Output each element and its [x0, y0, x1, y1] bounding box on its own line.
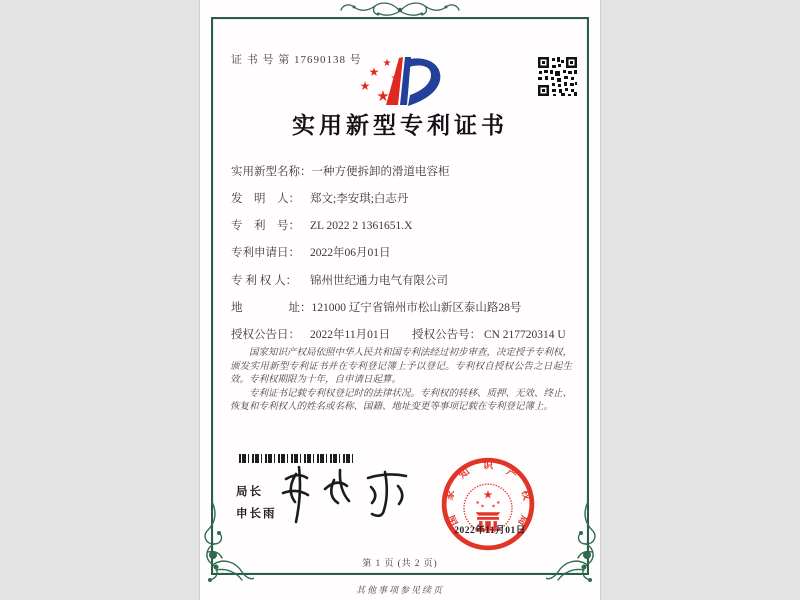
director-signature [272, 462, 422, 528]
cnipa-logo-icon [358, 54, 450, 108]
svg-text:知: 知 [457, 466, 472, 482]
svg-text:★: ★ [496, 501, 501, 506]
certificate-number: 证 书 号 第 17690138 号 [231, 54, 362, 66]
field-label: 地 址： [231, 302, 312, 314]
svg-text:★: ★ [480, 504, 485, 510]
corner-flourish-icon [202, 500, 254, 588]
svg-text:★: ★ [368, 65, 380, 79]
field-value: ZL 2022 2 1361651.X [310, 220, 413, 232]
field-label: 发 明 人： [231, 193, 300, 205]
svg-text:★: ★ [382, 58, 392, 69]
field-filing-date [231, 244, 571, 260]
continuation-note: 其他事项参见续页 [355, 585, 444, 595]
field-label: 授权公告号： [412, 329, 482, 341]
field-value: CN 217720314 U [483, 329, 566, 341]
corner-flourish-icon [546, 500, 598, 588]
grant-date-stamp: 2022年11月01日 [454, 526, 526, 536]
svg-text:产: 产 [504, 466, 519, 482]
field-utility-model-name [231, 163, 571, 179]
svg-text:局: 局 [515, 513, 530, 528]
field-value: 2022年11月01日 [310, 329, 391, 341]
top-ornament-icon [335, 0, 465, 21]
field-label: 专 利 权 人： [231, 275, 298, 287]
legal-text [230, 347, 572, 415]
field-value: 2022年06月01日 [310, 247, 391, 259]
field-value: 锦州世纪通力电气有限公司 [310, 275, 448, 287]
field-value: 121000 辽宁省锦州市松山新区泰山路28号 [311, 302, 522, 314]
field-value: 郑文;李安琪;白志丹 [310, 193, 409, 205]
field-label: 实用新型名称： [231, 166, 312, 178]
svg-text:★: ★ [491, 504, 496, 510]
svg-text:识: 识 [482, 460, 494, 472]
svg-text:★: ★ [376, 87, 390, 105]
certificate-page [200, 0, 600, 600]
page-number: 第 1 页 (共 2 页) [362, 558, 438, 568]
field-label: 专利申请日： [231, 247, 300, 259]
field-value: 一种方便拆卸的滑道电容柜 [311, 166, 450, 178]
svg-text:★: ★ [359, 79, 371, 93]
agency-seal-icon [440, 455, 536, 553]
field-patent-number [231, 217, 571, 233]
field-inventors [231, 190, 571, 206]
svg-text:★: ★ [390, 73, 400, 84]
legal-paragraph: 国家知识产权局依照中华人民共和国专利法经过初步审查，决定授予专利权，颁发实用新型专利证书并在专利登记簿上予以登记。专利权自授权公告之日起生效。专利权期限为十年，自申请日起算。 [230, 348, 573, 386]
qr-code-icon [537, 56, 578, 97]
field-patentee [231, 272, 571, 288]
certificate-title: 实用新型专利证书 [292, 113, 508, 138]
svg-text:★: ★ [482, 487, 494, 502]
svg-text:国: 国 [446, 513, 461, 528]
signatory-title: 局长 [236, 486, 263, 498]
field-address [231, 299, 571, 315]
field-grant-announcement [231, 326, 571, 342]
field-label: 专 利 号： [231, 220, 300, 232]
legal-paragraph: 专利证书记载专利权登记时的法律状况。专利权的转移、质押、无效、终止、恢复和专利权人的姓名或名称、国籍、地址变更等事项记载在专利登记簿上。 [230, 388, 573, 413]
svg-text:权: 权 [518, 488, 532, 502]
svg-text:★: ★ [475, 501, 480, 506]
signatory-name: 申长雨 [236, 508, 277, 520]
svg-text:家: 家 [444, 488, 458, 502]
field-label: 授权公告日： [231, 329, 300, 341]
